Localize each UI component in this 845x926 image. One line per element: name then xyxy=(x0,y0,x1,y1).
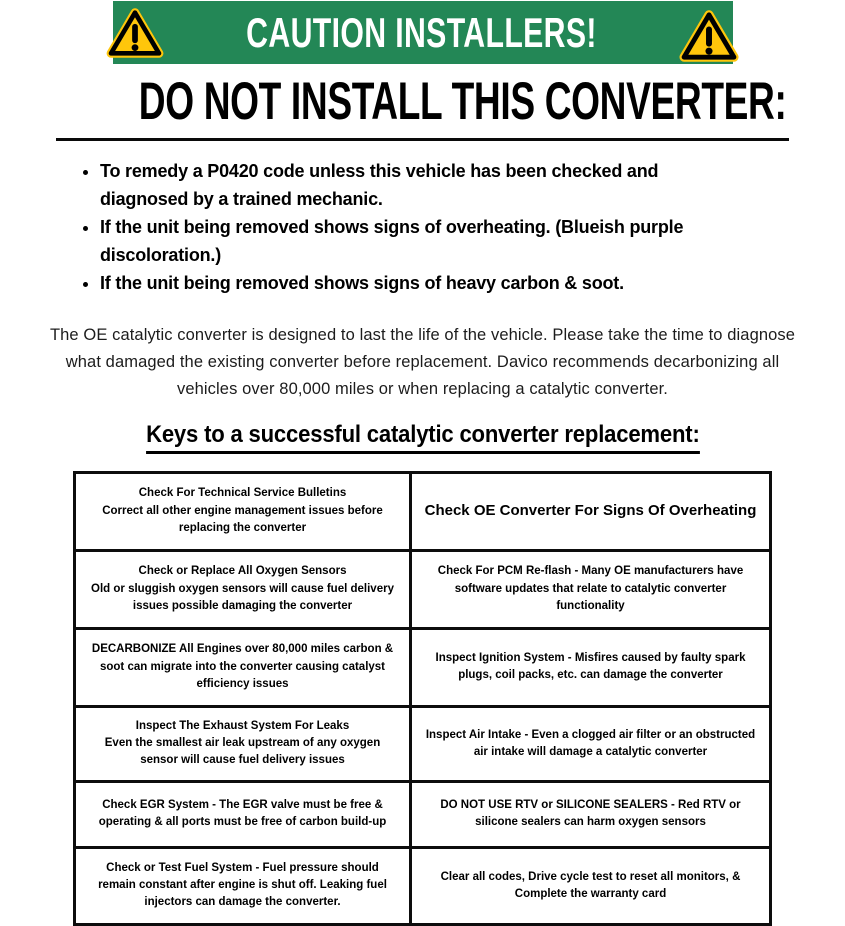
cell-title: Check or Replace All Oxygen Sensors xyxy=(138,565,347,578)
table-cell xyxy=(75,781,411,847)
cell-title: Check For Technical Service Bulletins xyxy=(138,487,347,500)
divider-line xyxy=(56,138,789,141)
table-row xyxy=(75,847,771,924)
table-row xyxy=(75,628,771,706)
intro-line: what damaged the existing converter before replacement. Davico recommends decarbonizing all xyxy=(65,353,780,371)
table-cell xyxy=(411,628,771,706)
warning-list-item: • If the unit being removed shows signs of heavy carbon & soot. xyxy=(100,269,728,297)
table-cell xyxy=(75,847,411,924)
warning-triangle-icon xyxy=(679,10,739,62)
cell-title: Inspect Air Intake - Even a clogged air filter or an obstructed air intake will damage a catalytic converter xyxy=(425,728,756,758)
keys-heading-text: Keys to a successful catalytic converter replacement: xyxy=(146,421,700,454)
table-row xyxy=(75,472,771,550)
warning-list-item: • To remedy a P0420 code unless this vehicle has been checked and diagnosed by a trained mechanic. xyxy=(100,157,728,213)
caution-banner xyxy=(113,1,733,64)
table-cell xyxy=(411,706,771,781)
intro-paragraph xyxy=(0,322,845,403)
table-cell xyxy=(411,472,771,550)
table-cell xyxy=(75,706,411,781)
table-cell xyxy=(75,628,411,706)
table-row xyxy=(75,550,771,628)
cell-title: Clear all codes, Drive cycle test to reset all monitors, & Complete the warranty card xyxy=(440,870,741,900)
cell-detail: Correct all other engine management issues before replacing the converter xyxy=(102,504,383,534)
banner-title: CAUTION INSTALLERS! xyxy=(246,8,597,56)
warning-list xyxy=(0,157,728,297)
cell-title: DO NOT USE RTV or SILICONE SEALERS - Red RTV or silicone sealers can harm oxygen sensors xyxy=(440,799,741,829)
headline xyxy=(0,72,845,131)
cell-detail: Even the smallest air leak upstream of any oxygen sensor will cause fuel delivery issues xyxy=(104,737,381,767)
cell-title: DECARBONIZE All Engines over 80,000 miles carbon & soot can migrate into the converter causing catalyst efficiency issues xyxy=(91,643,394,690)
cell-title: Check For PCM Re-flash - Many OE manufacturers have software updates that relate to catalytic converter functionality xyxy=(437,565,744,612)
cell-detail: Old or sluggish oxygen sensors will cause fuel delivery issues possible damaging the converter xyxy=(91,582,394,612)
cell-title: Check OE Converter For Signs Of Overheating xyxy=(424,502,757,520)
warning-triangle-icon xyxy=(106,8,164,58)
table-cell xyxy=(411,550,771,628)
cell-title: Inspect The Exhaust System For Leaks xyxy=(135,719,350,732)
keys-table xyxy=(73,471,772,926)
cell-title: Inspect Ignition System - Misfires caused by faulty spark plugs, coil packs, etc. can damage the converter xyxy=(435,652,746,682)
table-row xyxy=(75,781,771,847)
cell-title: Check or Test Fuel System - Fuel pressure should remain constant after engine is shut off. Leaking fuel injectors can damage the converter. xyxy=(98,861,387,909)
headline-text: DO NOT INSTALL THIS CONVERTER: xyxy=(138,72,787,131)
intro-line: The OE catalytic converter is designed to last the life of the vehicle. Please take the time to diagnose xyxy=(49,326,796,344)
cell-title: Check EGR System - The EGR valve must be free & operating & all ports must be free of carbon build-up xyxy=(98,799,387,829)
keys-heading xyxy=(0,421,845,454)
table-cell xyxy=(411,781,771,847)
caution-flyer xyxy=(0,1,845,926)
warning-list-item: • If the unit being removed shows signs of overheating. (Blueish purple discoloration.) xyxy=(100,213,728,269)
table-cell xyxy=(411,847,771,924)
table-cell xyxy=(75,472,411,550)
intro-line: vehicles over 80,000 miles or when replacing a catalytic converter. xyxy=(177,380,668,398)
table-cell xyxy=(75,550,411,628)
table-row xyxy=(75,706,771,781)
